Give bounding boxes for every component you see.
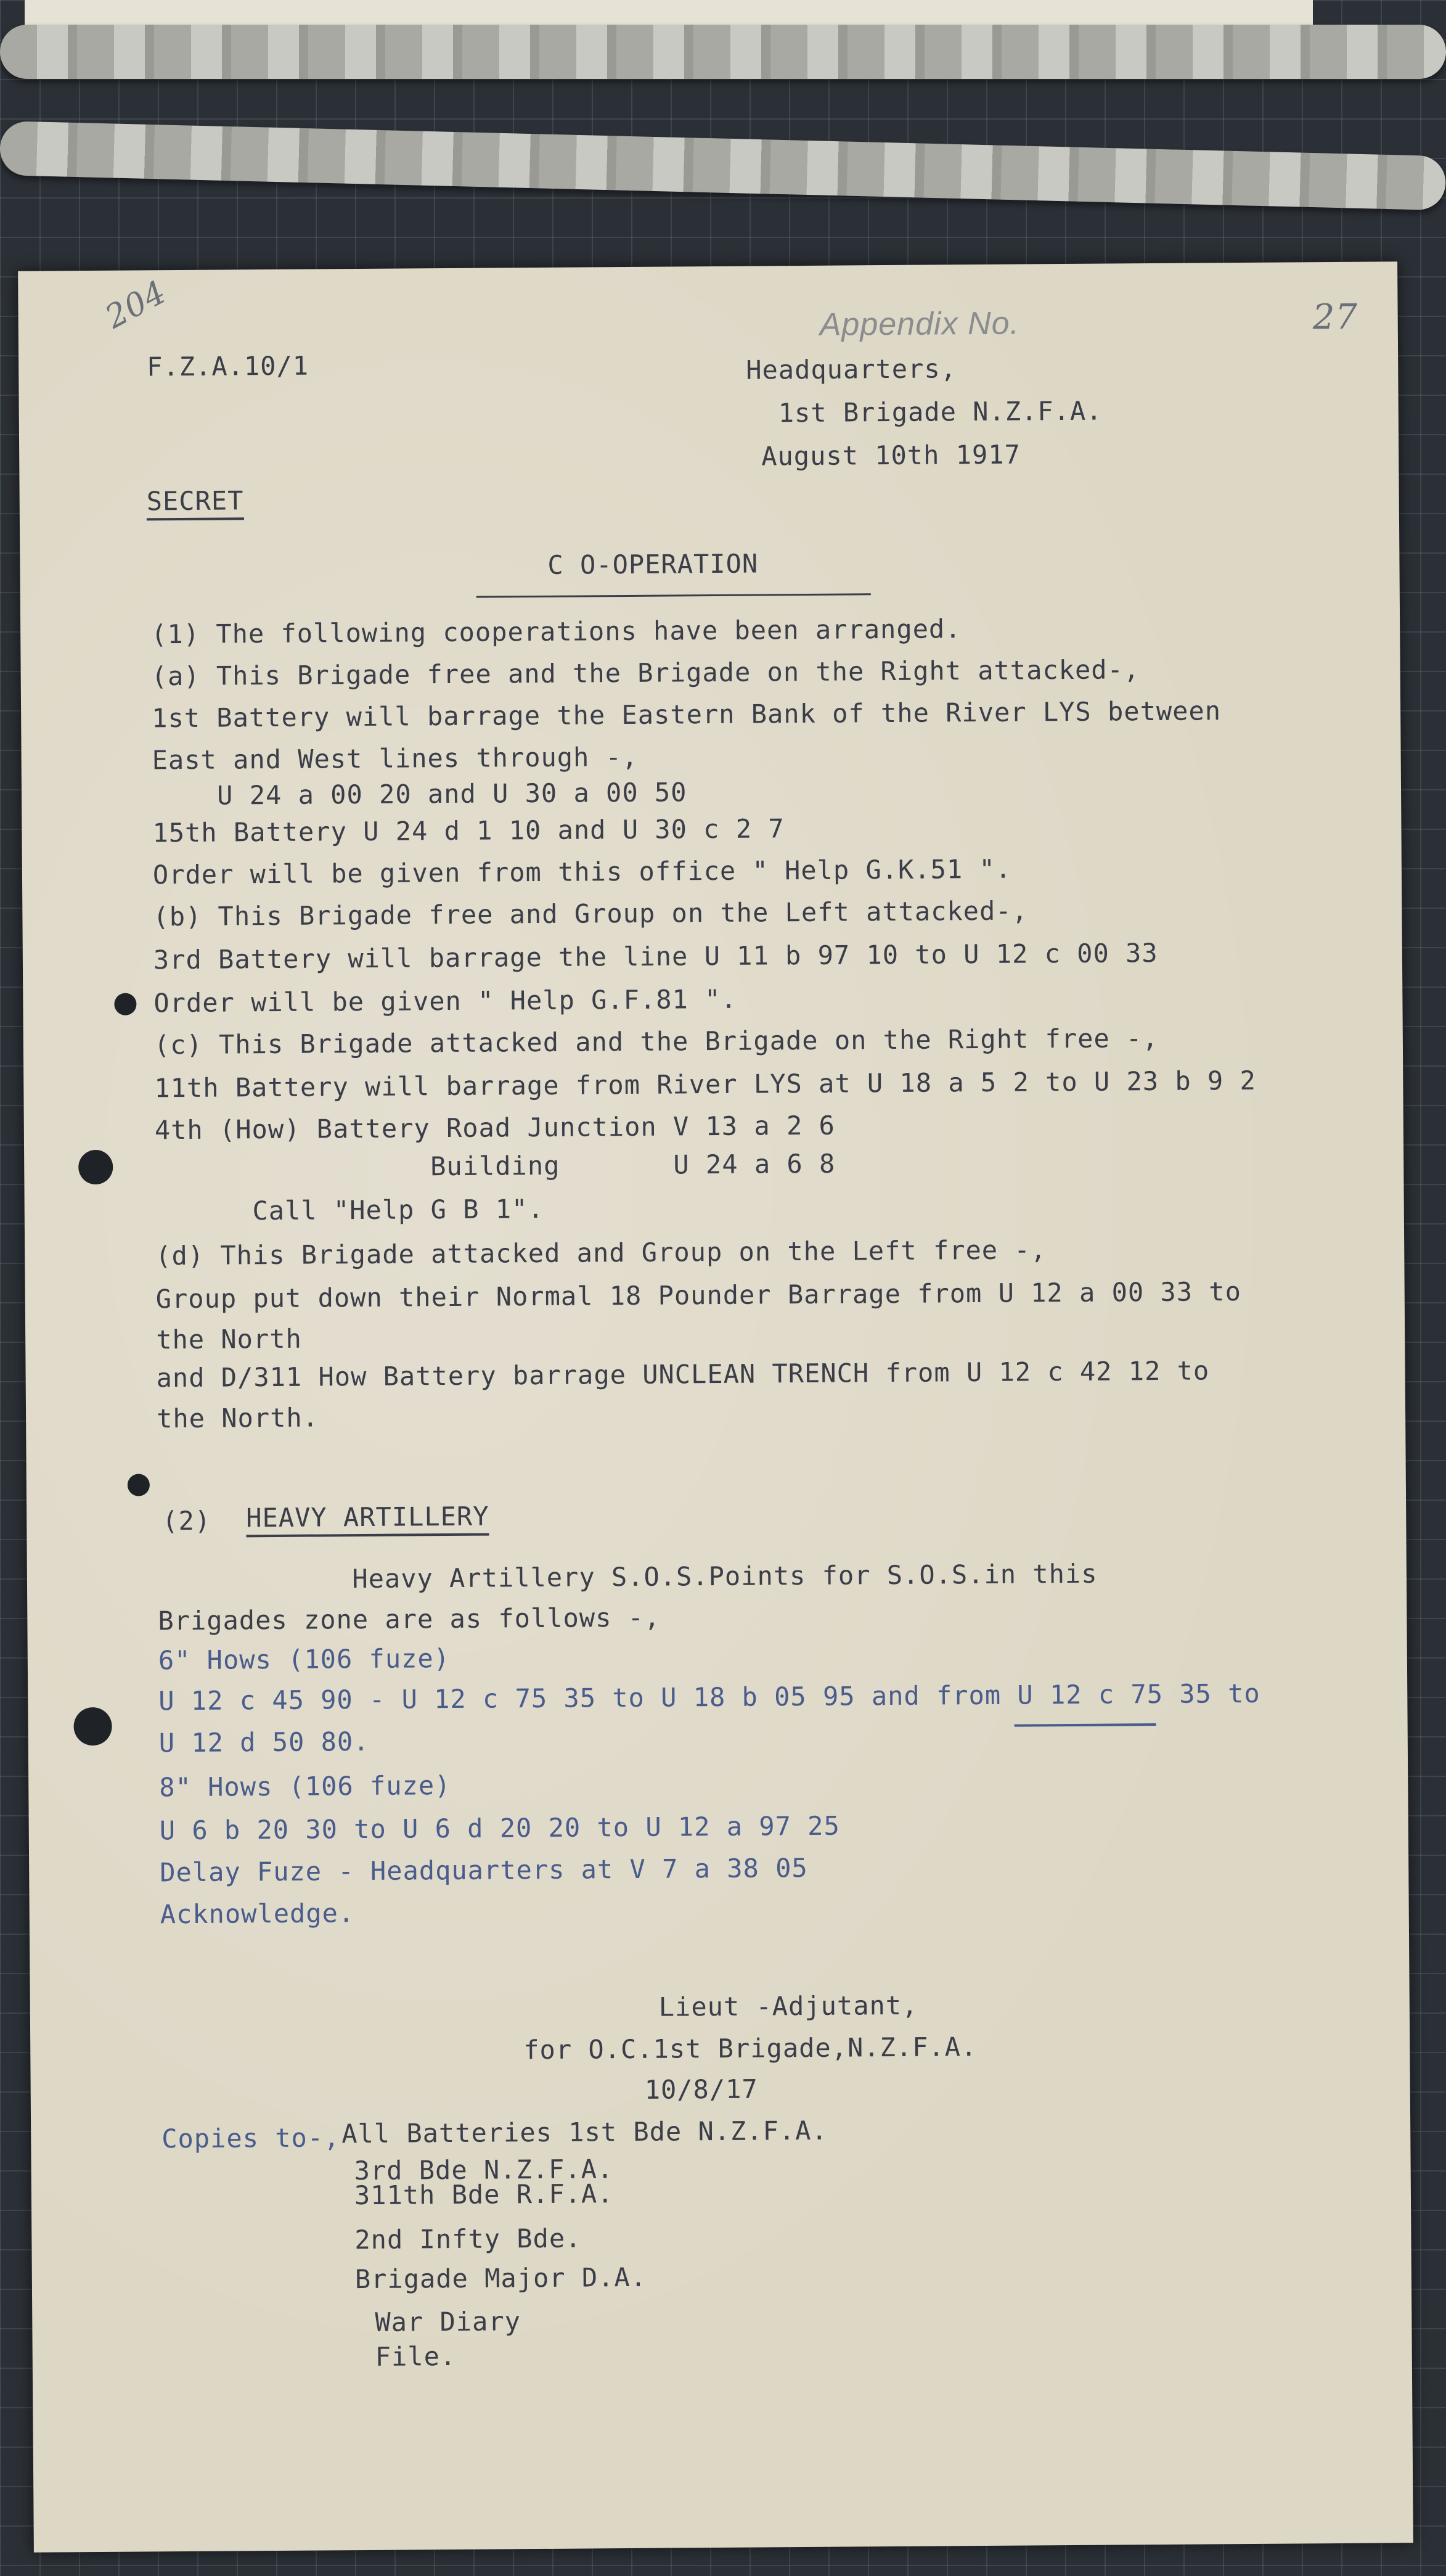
- section-1-line: (d) This Brigade attacked and Group on the Left free -,: [155, 1234, 1047, 1271]
- section-2-line: Acknowledge.: [160, 1898, 355, 1930]
- punch-hole: [128, 1474, 150, 1496]
- section-2-number: (2): [162, 1505, 211, 1536]
- document-page: [18, 261, 1413, 2553]
- section-2-line: U 12 c 45 90 - U 12 c 75 35 to U 18 b 05 95 and from U 12 c 75 35 to: [158, 1678, 1260, 1717]
- document-title: C O-OPERATION: [547, 548, 759, 580]
- section-2-line: Brigades zone are as follows -,: [158, 1602, 661, 1636]
- section-1-line: (c) This Brigade attacked and the Brigade on the Right free -,: [153, 1022, 1159, 1060]
- section-1-line: the North.: [156, 1402, 319, 1434]
- title-underline: [476, 593, 871, 597]
- section-1-line: Group put down their Normal 18 Pounder Barrage from U 12 a 00 33 to: [155, 1276, 1242, 1315]
- copy-recipient: Brigade Major D.A.: [354, 2262, 647, 2295]
- copy-recipient: File.: [375, 2340, 457, 2372]
- section-1-line: East and West lines through -,: [152, 741, 639, 776]
- binding-cord-top: [0, 25, 1446, 79]
- section-2-line: U 12 d 50 80.: [158, 1726, 370, 1758]
- appendix-stamp: Appendix No.: [819, 305, 1020, 343]
- folio-number: 204: [99, 273, 173, 337]
- file-reference: F.Z.A.10/1: [147, 350, 309, 382]
- section-1-line: 4th (How) Battery Road Junction V 13 a 2 6: [154, 1110, 836, 1146]
- signature-date: 10/8/17: [644, 2074, 758, 2105]
- section-2-line: 6" Hows (106 fuze): [158, 1643, 451, 1676]
- copy-recipient: 3rd Bde N.Z.F.A.: [354, 2154, 614, 2186]
- section-2-line: Delay Fuze - Headquarters at V 7 a 38 05: [160, 1852, 808, 1888]
- header-line-1: Headquarters,: [746, 353, 957, 385]
- section-2-line: 8" Hows (106 fuze): [159, 1770, 451, 1803]
- section-2-line: U 6 b 20 30 to U 6 d 20 20 to U 12 a 97 25: [159, 1810, 840, 1846]
- section-1-line: (b) This Brigade free and Group on the Left attacked-,: [153, 895, 1029, 932]
- section-2-heading: HEAVY ARTILLERY: [246, 1504, 489, 1538]
- section-1-line: 3rd Battery will barrage the line U 11 b 97 10 to U 12 c 00 33: [153, 937, 1158, 975]
- header-line-3: August 10th 1917: [761, 439, 1021, 472]
- header-line-2: 1st Brigade N.Z.F.A.: [778, 395, 1103, 429]
- copies-label: Copies to-,: [161, 2122, 340, 2154]
- signature-line-1: Lieut -Adjutant,: [658, 1990, 918, 2022]
- binding-cord-lower: [0, 121, 1446, 210]
- section-1-line: 11th Battery will barrage from River LYS at U 18 a 5 2 to U 23 b 9 2: [154, 1065, 1256, 1104]
- signature-line-2: for O.C.1st Brigade,N.Z.F.A.: [523, 2032, 978, 2065]
- section-1-line: Call "Help G B 1".: [155, 1193, 544, 1227]
- copy-recipient: All Batteries 1st Bde N.Z.F.A.: [341, 2115, 828, 2149]
- punch-hole: [114, 993, 136, 1015]
- handwritten-dash: [1015, 1723, 1156, 1727]
- section-1-line: U 24 a 00 20 and U 30 a 00 50: [152, 777, 687, 811]
- section-1-line: 15th Battery U 24 d 1 10 and U 30 c 2 7: [152, 813, 785, 848]
- section-1-line: Building U 24 a 6 8: [155, 1148, 836, 1184]
- section-1-line: (1) The following cooperations have been arranged.: [151, 613, 962, 650]
- section-1-line: 1st Battery will barrage the Eastern Bank of the River LYS between: [152, 695, 1222, 734]
- copy-recipient: War Diary: [375, 2306, 521, 2337]
- section-1-line: Order will be given from this office " Help G.K.51 ".: [152, 853, 1012, 890]
- page-number: 27: [1312, 297, 1358, 338]
- classification-label: SECRET: [147, 488, 244, 520]
- section-1-line: Order will be given " Help G.F.81 ".: [153, 983, 737, 1019]
- punch-hole: [78, 1150, 113, 1184]
- section-1-line: and D/311 How Battery barrage UNCLEAN TRENCH from U 12 c 42 12 to: [156, 1355, 1210, 1393]
- copy-recipient: 2nd Infty Bde.: [354, 2223, 582, 2255]
- section-2-line: Heavy Artillery S.O.S.Points for S.O.S.in this: [157, 1558, 1098, 1596]
- section-1-line: (a) This Brigade free and the Brigade on the Right attacked-,: [151, 654, 1140, 692]
- punch-hole: [73, 1707, 112, 1745]
- section-1-line: the North: [156, 1323, 302, 1355]
- copy-recipient: 311th Bde R.F.A.: [354, 2178, 614, 2211]
